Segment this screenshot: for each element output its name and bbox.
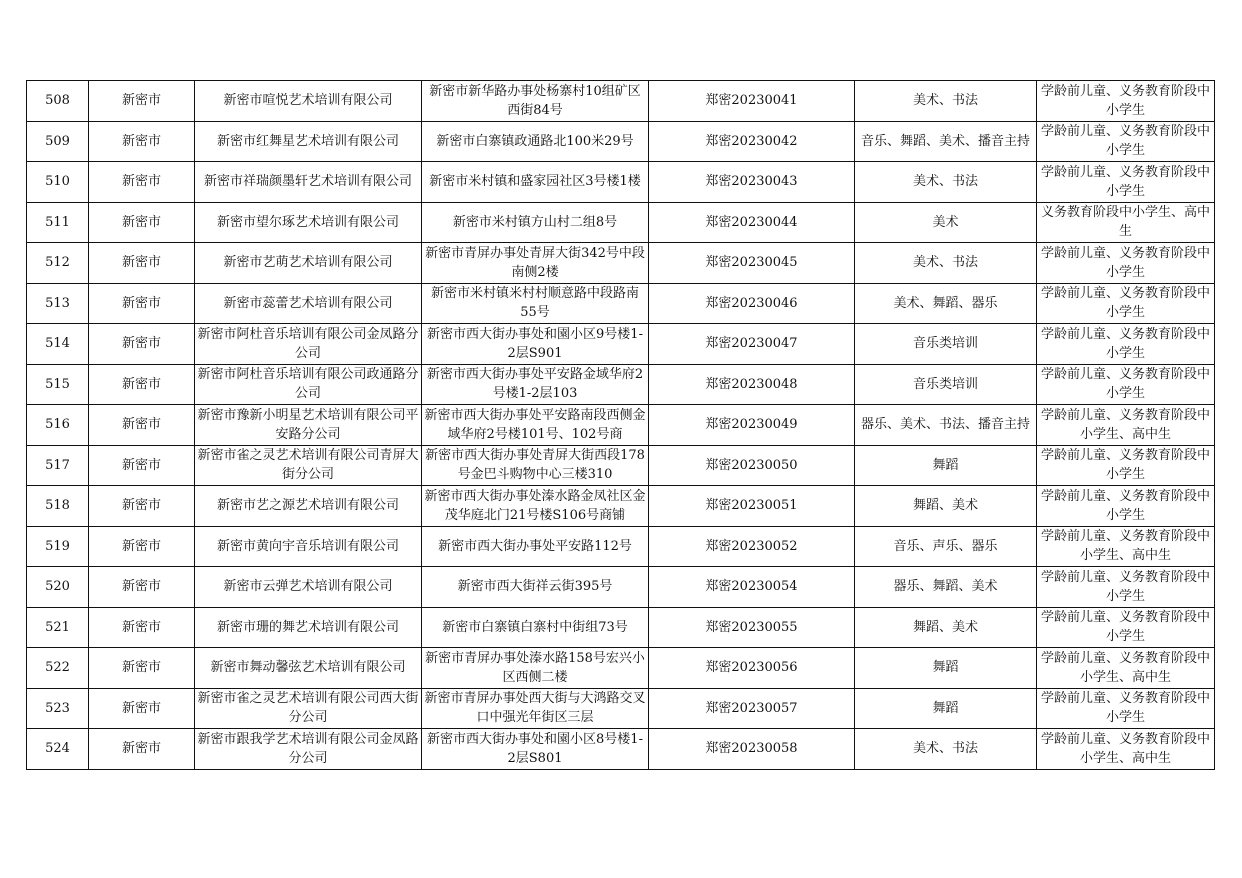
- target-students-cell: 学龄前儿童、义务教育阶段中小学生: [1037, 567, 1215, 608]
- subjects-cell: 舞蹈: [855, 445, 1037, 486]
- city-cell: 新密市: [89, 202, 195, 243]
- institution-table: [26, 80, 1215, 770]
- row-number-cell: 523: [27, 688, 89, 729]
- institution-name-cell: 新密市艺萌艺术培训有限公司: [195, 243, 422, 284]
- institution-name-cell: 新密市祥瑞颜墨轩艺术培训有限公司: [195, 162, 422, 203]
- table-row: [27, 445, 1215, 486]
- address-cell: 新密市西大街办事处溱水路金凤社区金茂华庭北门21号楼S106号商铺: [422, 486, 649, 527]
- license-number-cell: 郑密20230044: [649, 202, 855, 243]
- institution-name-cell: 新密市跟我学艺术培训有限公司金凤路分公司: [195, 729, 422, 770]
- row-number-cell: 515: [27, 364, 89, 405]
- license-number-cell: 郑密20230051: [649, 486, 855, 527]
- address-cell: 新密市青屏办事处青屏大街342号中段南侧2楼: [422, 243, 649, 284]
- institution-name-cell: 新密市舞动馨弦艺术培训有限公司: [195, 648, 422, 689]
- license-number-cell: 郑密20230045: [649, 243, 855, 284]
- institution-name-cell: 新密市喧悦艺术培训有限公司: [195, 81, 422, 122]
- city-cell: 新密市: [89, 324, 195, 365]
- address-cell: 新密市西大街祥云街395号: [422, 567, 649, 608]
- city-cell: 新密市: [89, 486, 195, 527]
- target-students-cell: 义务教育阶段中小学生、高中生: [1037, 202, 1215, 243]
- city-cell: 新密市: [89, 364, 195, 405]
- institution-name-cell: 新密市蕊蕾艺术培训有限公司: [195, 283, 422, 324]
- license-number-cell: 郑密20230052: [649, 526, 855, 567]
- target-students-cell: 学龄前儿童、义务教育阶段中小学生: [1037, 162, 1215, 203]
- license-number-cell: 郑密20230047: [649, 324, 855, 365]
- license-number-cell: 郑密20230041: [649, 81, 855, 122]
- row-number-cell: 508: [27, 81, 89, 122]
- subjects-cell: 舞蹈: [855, 688, 1037, 729]
- address-cell: 新密市西大街办事处和園小区8号楼1-2层S801: [422, 729, 649, 770]
- license-number-cell: 郑密20230048: [649, 364, 855, 405]
- institution-name-cell: 新密市雀之灵艺术培训有限公司西大街分公司: [195, 688, 422, 729]
- license-number-cell: 郑密20230042: [649, 121, 855, 162]
- table-row: [27, 324, 1215, 365]
- target-students-cell: 学龄前儿童、义务教育阶段中小学生: [1037, 121, 1215, 162]
- table-row: [27, 729, 1215, 770]
- license-number-cell: 郑密20230056: [649, 648, 855, 689]
- row-number-cell: 517: [27, 445, 89, 486]
- institution-name-cell: 新密市艺之源艺术培训有限公司: [195, 486, 422, 527]
- license-number-cell: 郑密20230049: [649, 405, 855, 446]
- table-row: [27, 526, 1215, 567]
- city-cell: 新密市: [89, 121, 195, 162]
- row-number-cell: 514: [27, 324, 89, 365]
- target-students-cell: 学龄前儿童、义务教育阶段中小学生: [1037, 445, 1215, 486]
- subjects-cell: 美术、书法: [855, 243, 1037, 284]
- row-number-cell: 516: [27, 405, 89, 446]
- target-students-cell: 学龄前儿童、义务教育阶段中小学生、高中生: [1037, 648, 1215, 689]
- table-body: [27, 81, 1215, 770]
- city-cell: 新密市: [89, 567, 195, 608]
- subjects-cell: 舞蹈、美术: [855, 607, 1037, 648]
- license-number-cell: 郑密20230054: [649, 567, 855, 608]
- license-number-cell: 郑密20230058: [649, 729, 855, 770]
- table-row: [27, 364, 1215, 405]
- institution-name-cell: 新密市望尔琢艺术培训有限公司: [195, 202, 422, 243]
- table-row: [27, 405, 1215, 446]
- table-row: [27, 162, 1215, 203]
- table-row: [27, 486, 1215, 527]
- institution-name-cell: 新密市红舞星艺术培训有限公司: [195, 121, 422, 162]
- target-students-cell: 学龄前儿童、义务教育阶段中小学生: [1037, 81, 1215, 122]
- institution-name-cell: 新密市雀之灵艺术培训有限公司青屏大街分公司: [195, 445, 422, 486]
- address-cell: 新密市西大街办事处平安路112号: [422, 526, 649, 567]
- address-cell: 新密市西大街办事处青屏大街西段178号金巴斗购物中心三楼310: [422, 445, 649, 486]
- address-cell: 新密市青屏办事处西大街与大鸿路交叉口中强光年街区三层: [422, 688, 649, 729]
- city-cell: 新密市: [89, 607, 195, 648]
- city-cell: 新密市: [89, 162, 195, 203]
- city-cell: 新密市: [89, 688, 195, 729]
- address-cell: 新密市西大街办事处平安路南段西侧金域华府2号楼101号、102号商: [422, 405, 649, 446]
- address-cell: 新密市新华路办事处杨寨村10组矿区西街84号: [422, 81, 649, 122]
- institution-name-cell: 新密市阿杜音乐培训有限公司金凤路分公司: [195, 324, 422, 365]
- table-row: [27, 121, 1215, 162]
- institution-name-cell: 新密市云弹艺术培训有限公司: [195, 567, 422, 608]
- target-students-cell: 学龄前儿童、义务教育阶段中小学生、高中生: [1037, 405, 1215, 446]
- address-cell: 新密市米村镇和盛家园社区3号楼1楼: [422, 162, 649, 203]
- target-students-cell: 学龄前儿童、义务教育阶段中小学生、高中生: [1037, 729, 1215, 770]
- institution-name-cell: 新密市豫新小明星艺术培训有限公司平安路分公司: [195, 405, 422, 446]
- target-students-cell: 学龄前儿童、义务教育阶段中小学生: [1037, 364, 1215, 405]
- city-cell: 新密市: [89, 526, 195, 567]
- table-row: [27, 243, 1215, 284]
- target-students-cell: 学龄前儿童、义务教育阶段中小学生: [1037, 607, 1215, 648]
- subjects-cell: 舞蹈: [855, 648, 1037, 689]
- city-cell: 新密市: [89, 81, 195, 122]
- row-number-cell: 518: [27, 486, 89, 527]
- table-row: [27, 567, 1215, 608]
- license-number-cell: 郑密20230046: [649, 283, 855, 324]
- table-row: [27, 81, 1215, 122]
- row-number-cell: 513: [27, 283, 89, 324]
- address-cell: 新密市白寨镇政通路北100米29号: [422, 121, 649, 162]
- row-number-cell: 524: [27, 729, 89, 770]
- row-number-cell: 520: [27, 567, 89, 608]
- row-number-cell: 512: [27, 243, 89, 284]
- city-cell: 新密市: [89, 445, 195, 486]
- subjects-cell: 美术、书法: [855, 81, 1037, 122]
- row-number-cell: 521: [27, 607, 89, 648]
- subjects-cell: 舞蹈、美术: [855, 486, 1037, 527]
- city-cell: 新密市: [89, 283, 195, 324]
- city-cell: 新密市: [89, 648, 195, 689]
- address-cell: 新密市西大街办事处平安路金域华府2号楼1-2层103: [422, 364, 649, 405]
- city-cell: 新密市: [89, 405, 195, 446]
- table-row: [27, 607, 1215, 648]
- target-students-cell: 学龄前儿童、义务教育阶段中小学生: [1037, 283, 1215, 324]
- city-cell: 新密市: [89, 243, 195, 284]
- subjects-cell: 美术、书法: [855, 729, 1037, 770]
- table-row: [27, 202, 1215, 243]
- target-students-cell: 学龄前儿童、义务教育阶段中小学生: [1037, 324, 1215, 365]
- address-cell: 新密市青屏办事处溱水路158号宏兴小区西侧二楼: [422, 648, 649, 689]
- institution-name-cell: 新密市阿杜音乐培训有限公司政通路分公司: [195, 364, 422, 405]
- license-number-cell: 郑密20230043: [649, 162, 855, 203]
- address-cell: 新密市西大街办事处和園小区9号楼1-2层S901: [422, 324, 649, 365]
- license-number-cell: 郑密20230050: [649, 445, 855, 486]
- target-students-cell: 学龄前儿童、义务教育阶段中小学生: [1037, 688, 1215, 729]
- subjects-cell: 音乐类培训: [855, 324, 1037, 365]
- target-students-cell: 学龄前儿童、义务教育阶段中小学生、高中生: [1037, 526, 1215, 567]
- subjects-cell: 音乐、声乐、器乐: [855, 526, 1037, 567]
- institution-name-cell: 新密市珊的舞艺术培训有限公司: [195, 607, 422, 648]
- license-number-cell: 郑密20230057: [649, 688, 855, 729]
- table-row: [27, 688, 1215, 729]
- subjects-cell: 音乐、舞蹈、美术、播音主持: [855, 121, 1037, 162]
- address-cell: 新密市米村镇米村村顺意路中段路南55号: [422, 283, 649, 324]
- subjects-cell: 美术: [855, 202, 1037, 243]
- address-cell: 新密市米村镇方山村二组8号: [422, 202, 649, 243]
- row-number-cell: 522: [27, 648, 89, 689]
- city-cell: 新密市: [89, 729, 195, 770]
- row-number-cell: 509: [27, 121, 89, 162]
- row-number-cell: 511: [27, 202, 89, 243]
- subjects-cell: 器乐、舞蹈、美术: [855, 567, 1037, 608]
- table-row: [27, 283, 1215, 324]
- subjects-cell: 美术、舞蹈、器乐: [855, 283, 1037, 324]
- subjects-cell: 音乐类培训: [855, 364, 1037, 405]
- target-students-cell: 学龄前儿童、义务教育阶段中小学生: [1037, 486, 1215, 527]
- address-cell: 新密市白寨镇白寨村中街组73号: [422, 607, 649, 648]
- institution-name-cell: 新密市黄向宇音乐培训有限公司: [195, 526, 422, 567]
- subjects-cell: 器乐、美术、书法、播音主持: [855, 405, 1037, 446]
- table-row: [27, 648, 1215, 689]
- row-number-cell: 519: [27, 526, 89, 567]
- row-number-cell: 510: [27, 162, 89, 203]
- target-students-cell: 学龄前儿童、义务教育阶段中小学生: [1037, 243, 1215, 284]
- subjects-cell: 美术、书法: [855, 162, 1037, 203]
- license-number-cell: 郑密20230055: [649, 607, 855, 648]
